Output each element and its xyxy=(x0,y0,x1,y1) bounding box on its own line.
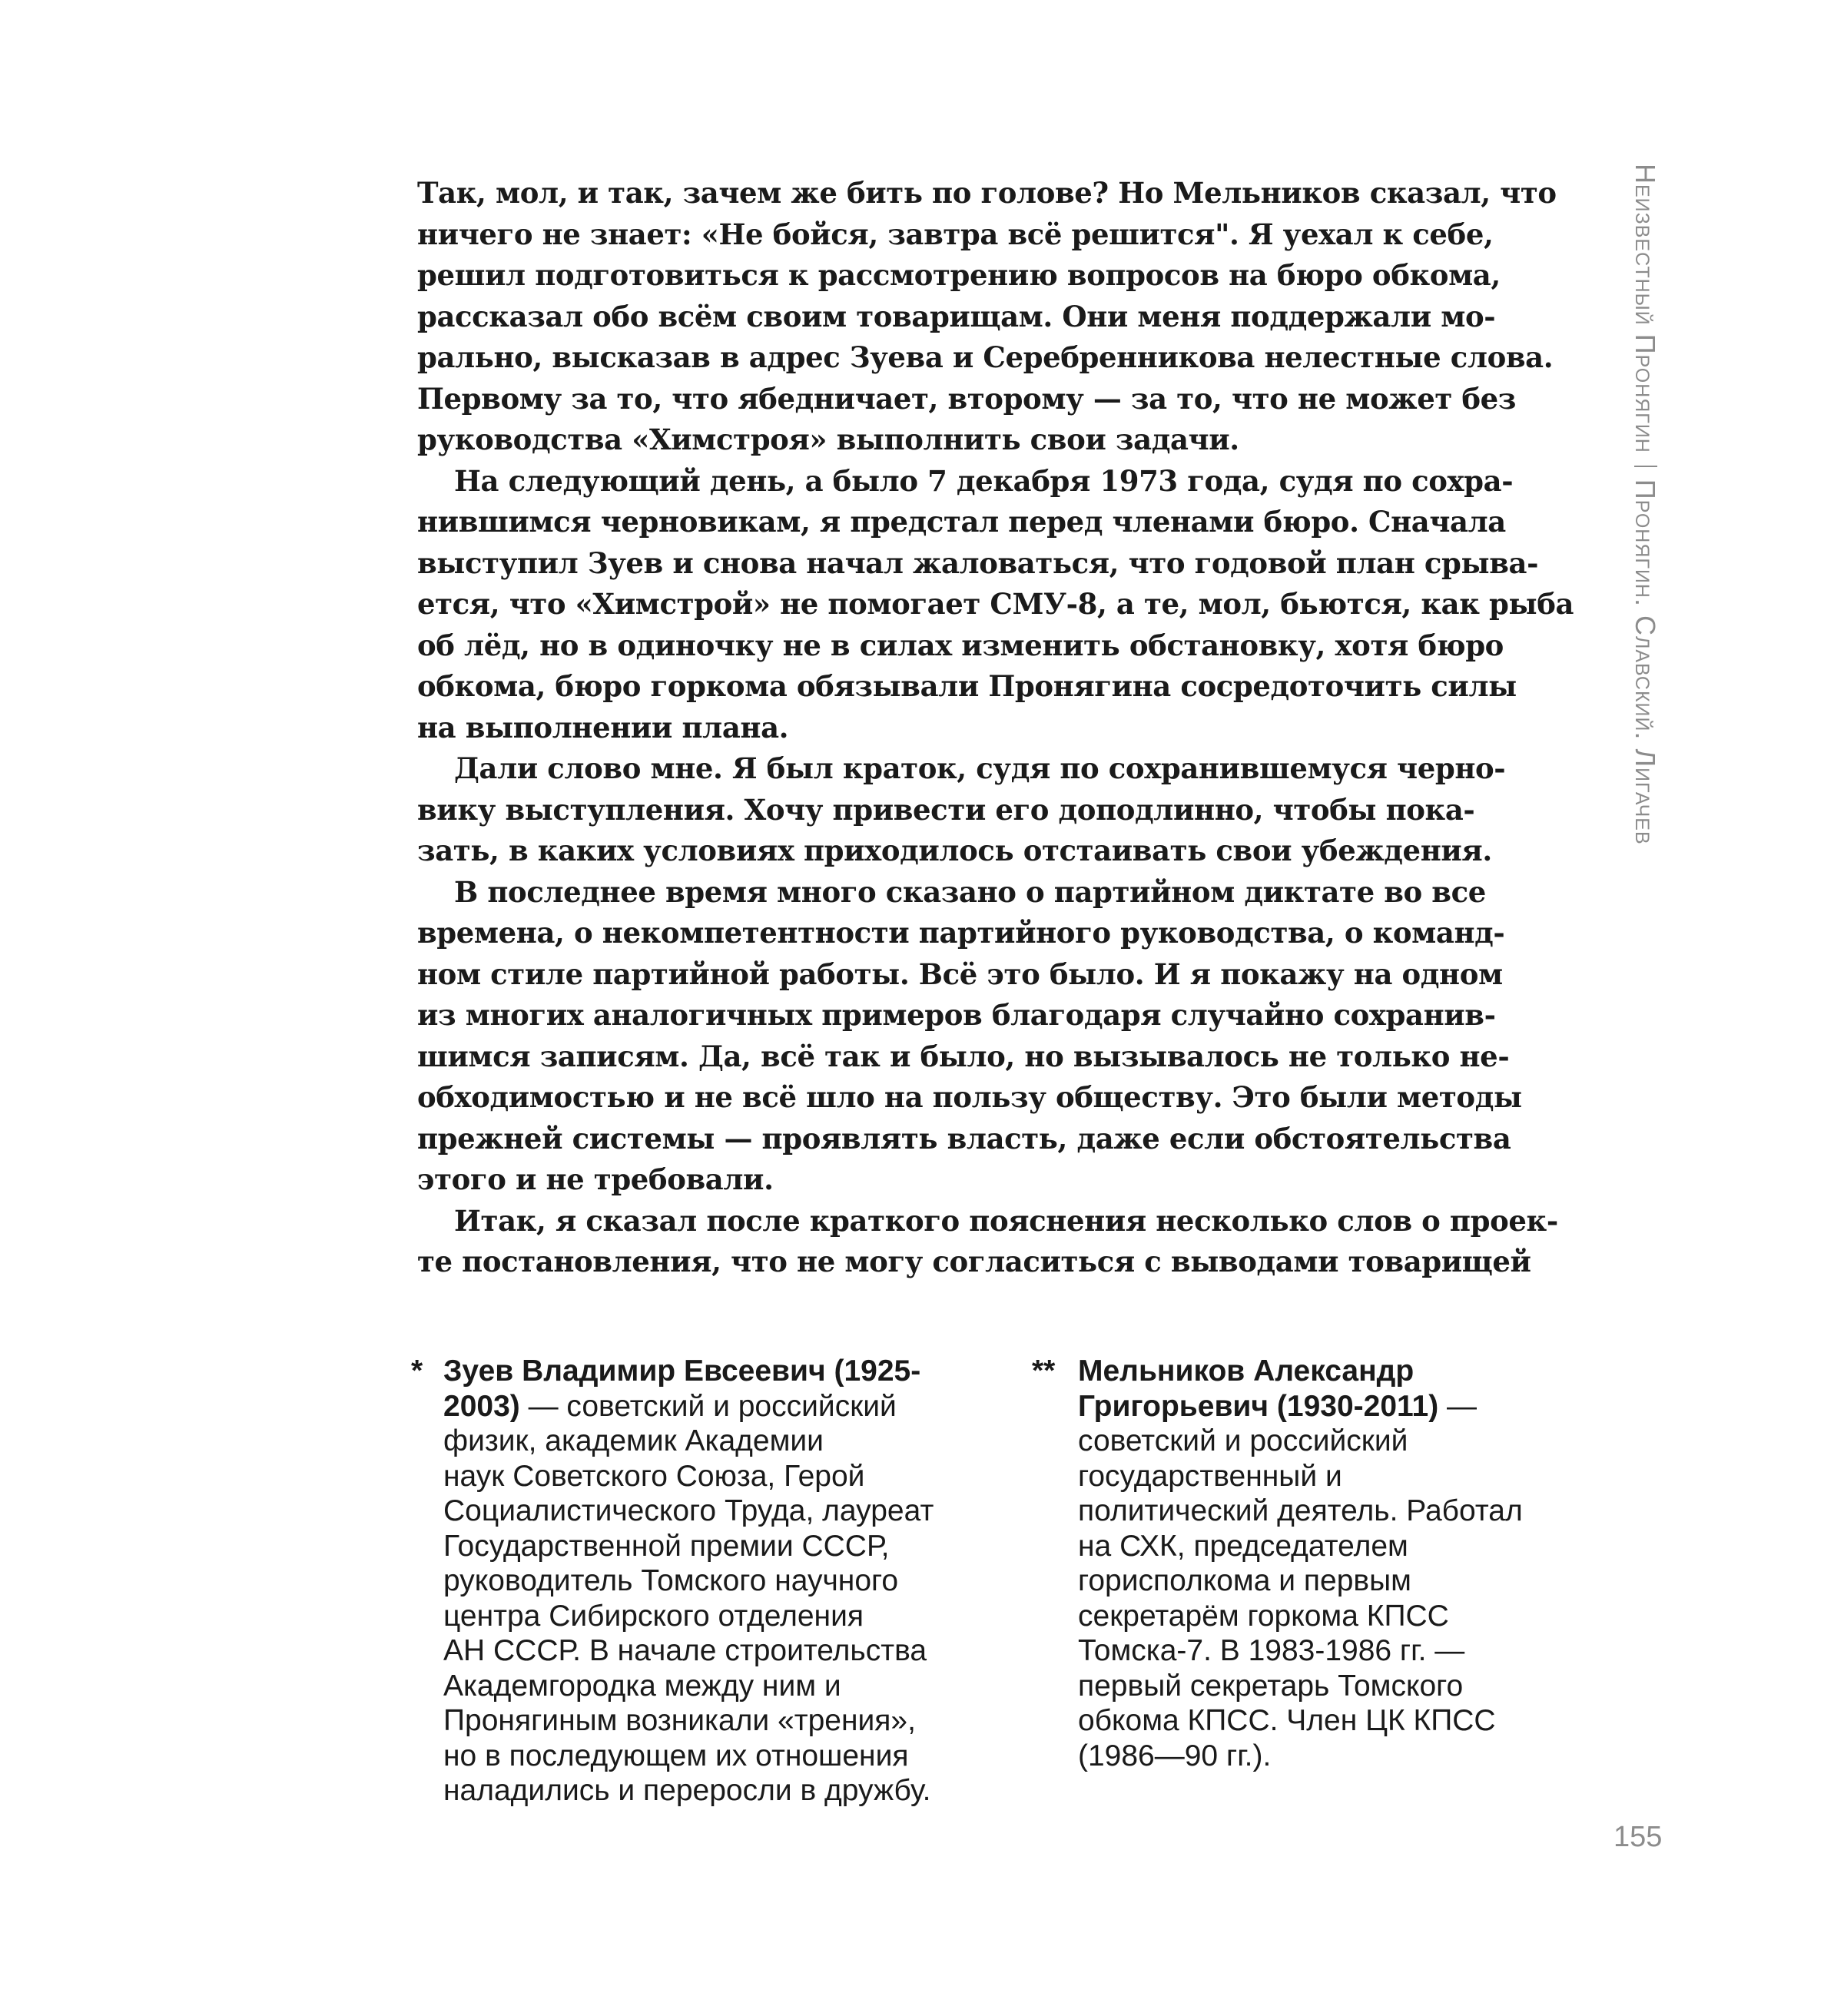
footnote-line: физик, академик Академии xyxy=(443,1424,824,1457)
text-line: те постановления, что не могу согласиться с выводами товарищей xyxy=(417,1245,1531,1278)
text-line: рассказал обо всём своим товарищам. Они меня поддержали мо- xyxy=(417,299,1496,333)
footnote-line: наладились и переросли в дружбу. xyxy=(443,1774,931,1807)
text-line: обходимостью и не всё шло на пользу обществу. Это были методы xyxy=(417,1080,1522,1114)
footnote-line: секретарём горкома КПСС xyxy=(1078,1599,1449,1633)
running-head-chapter-title: Пронягин. Славский. Лигачев xyxy=(1630,479,1661,845)
footnote-line: политический деятель. Работал xyxy=(1078,1494,1523,1527)
footnote-line: 2003) — советский и российский xyxy=(443,1389,897,1423)
text-line: Дали слово мне. Я был краток, судя по сохранившемуся черно- xyxy=(454,751,1506,785)
footnote-line: Зуев Владимир Евсеевич (1925- xyxy=(443,1354,921,1388)
footnote-line: советский и российский xyxy=(1078,1424,1408,1457)
footnote-line: первый секретарь Томского xyxy=(1078,1669,1464,1703)
footnote-line: центра Сибирского отделения xyxy=(443,1599,864,1633)
footnote-line: АН СССР. В начале строительства xyxy=(443,1634,927,1667)
text-line: этого и не требовали. xyxy=(417,1162,774,1196)
footnote-marker: ** xyxy=(1032,1354,1056,1388)
text-line: вику выступления. Хочу привести его доподлинно, чтобы пока- xyxy=(417,792,1475,827)
footnote-line: (1986—90 гг.). xyxy=(1078,1739,1272,1772)
text-line: прежней системы — проявлять власть, даже если обстоятельства xyxy=(417,1121,1511,1156)
text-line: ном стиле партийной работы. Всё это было. И я покажу на одном xyxy=(417,957,1503,991)
text-line: обкома, бюро горкома обязывали Пронягина сосредоточить силы xyxy=(417,669,1517,703)
footnote-body xyxy=(1078,1354,1523,1773)
text-line: Итак, я сказал после краткого пояснения несколько слов о проек- xyxy=(454,1203,1558,1238)
footnote-line: Пронягиным возникали «трения», xyxy=(443,1704,916,1737)
footnote-zuev xyxy=(411,1354,934,1809)
footnote-melnikov xyxy=(1032,1354,1523,1773)
text-line: нившимся черновикам, я предстал перед членами бюро. Сначала xyxy=(417,505,1506,539)
text-line: В последнее время много сказано о партийном диктате во все xyxy=(454,874,1486,909)
text-line: времена, о некомпетентности партийного руководства, о команд- xyxy=(417,916,1505,950)
running-head xyxy=(1629,164,1661,845)
footnote-body xyxy=(443,1354,934,1809)
footnote-line: Социалистического Труда, лауреат xyxy=(443,1494,934,1527)
footnote-line: руководитель Томского научного xyxy=(443,1564,899,1597)
footnote-line: Томска-7. В 1983-1986 гг. — xyxy=(1078,1634,1465,1667)
footnote-marker: * xyxy=(411,1354,423,1388)
footnote-line: Государственной премии СССР, xyxy=(443,1529,890,1563)
running-head-book-title: Неизвестный Пронягин xyxy=(1630,164,1661,453)
text-line: из многих аналогичных примеров благодаря случайно сохранив- xyxy=(417,998,1496,1032)
footnote-line: но в последующем их отношения xyxy=(443,1739,909,1772)
text-line: об лёд, но в одиночку не в силах изменить обстановку, хотя бюро xyxy=(417,628,1504,662)
running-head-separator xyxy=(1634,466,1657,467)
footnote-line: Академгородка между ним и xyxy=(443,1669,841,1703)
text-line: шимся записям. Да, всё так и было, но вызывалось не только не- xyxy=(417,1039,1510,1073)
text-line: ничего не знает: «Не бойся, завтра всё решится". Я уехал к себе, xyxy=(417,217,1494,251)
footnote-line: государственный и xyxy=(1078,1459,1342,1493)
footnote-line: наук Советского Союза, Герой xyxy=(443,1459,865,1493)
text-line: выступил Зуев и снова начал жаловаться, что годовой план срыва- xyxy=(417,545,1539,580)
text-line: Первому за то, что ябедничает, второму — за то, что не может без xyxy=(417,381,1516,416)
main-text xyxy=(417,173,1574,1283)
text-line: На следующий день, а было 7 декабря 1973 года, судя по сохра- xyxy=(454,463,1514,498)
footnote-line: горисполкома и первым xyxy=(1078,1564,1411,1597)
text-line: решил подготовиться к рассмотрению вопросов на бюро обкома, xyxy=(417,258,1501,292)
footnote-line: обкома КПСС. Член ЦК КПСС xyxy=(1078,1704,1496,1737)
footnote-line: на СХК, председателем xyxy=(1078,1529,1408,1563)
text-line: Так, мол, и так, зачем же бить по голове? Но Мельников сказал, что xyxy=(417,176,1557,210)
footnote-line: Мельников Александр xyxy=(1078,1354,1415,1388)
text-line: зать, в каких условиях приходилось отстаивать свои убеждения. xyxy=(417,834,1492,867)
page-number: 155 xyxy=(1614,1821,1663,1853)
text-line: ется, что «Химстрой» не помогает СМУ-8, а те, мол, бьются, как рыба xyxy=(417,587,1574,621)
text-line: рально, высказав в адрес Зуева и Серебренникова нелестные слова. xyxy=(417,340,1554,374)
footnote-line: Григорьевич (1930-2011) — xyxy=(1078,1389,1478,1423)
text-line: на выполнении плана. xyxy=(417,710,789,744)
text-line: руководства «Химстроя» выполнить свои задачи. xyxy=(417,423,1239,456)
